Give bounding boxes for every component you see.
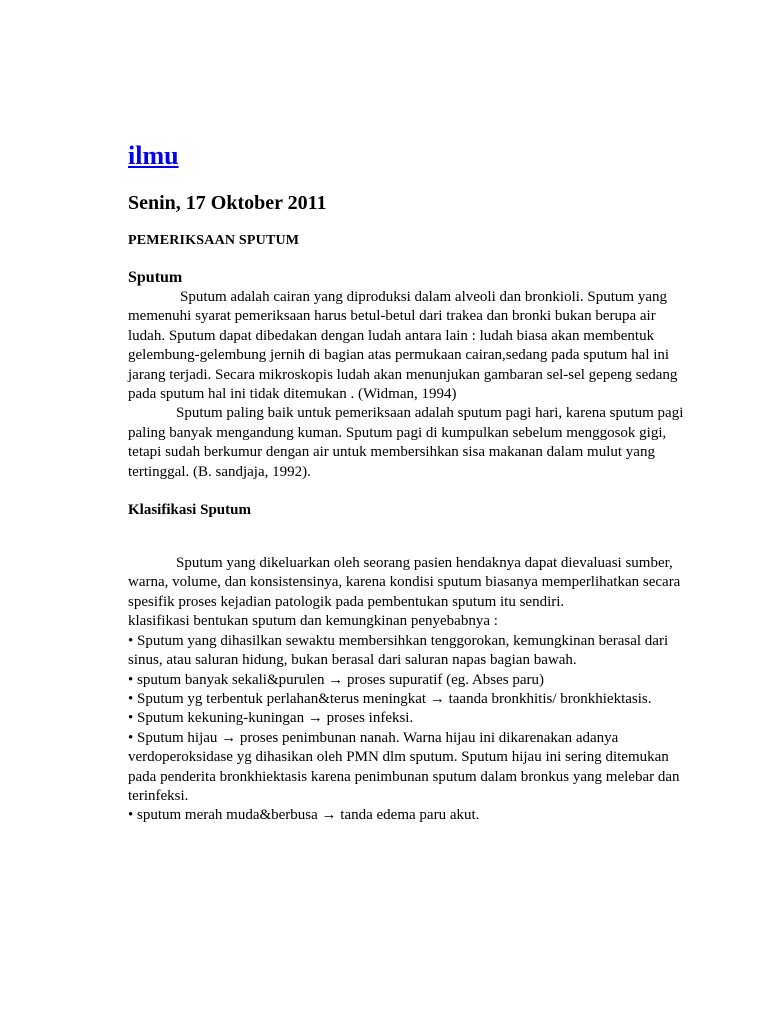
- list-item: • Sputum hijau → proses penimbunan nanah. Warna hijau ini dikarenakan adanya verdoperoksidase yg dihasikan oleh PMN dlm sputum. Sputum hijau ini sering ditemukan pada penderita bronkhiektasis karena penimbunan sputum dalam bronkus yang melebar dan terinfeksi.: [128, 729, 680, 804]
- post-title: PEMERIKSAAN SPUTUM: [128, 233, 300, 248]
- blog-content: [128, 140, 688, 826]
- list-intro: klasifikasi bentukan sputum dan kemungkinan penyebabnya :: [128, 613, 498, 630]
- list-item: • sputum banyak sekali&purulen → proses supuratif (eg. Abses paru): [128, 671, 545, 688]
- list-item: • Sputum yang dihasilkan sewaktu membersihkan tenggorokan, kemungkinan berasal dari sinus, atau saluran hidung, bukan berasal dari saluran napas bagian bawah.: [128, 632, 669, 669]
- paragraph-sputum-collection: Sputum paling baik untuk pemeriksaan adalah sputum pagi hari, karena sputum pagi paling banyak mengandung kuman. Sputum pagi di kumpulkan sebelum menggosok gigi, tetapi sudah berkumur dengan air untuk membersihkan sisa makanan dalam mulut yang tertinggal. (B. sandjaja, 1992).: [128, 405, 684, 480]
- list-item: • sputum merah muda&berbusa → tanda edema paru akut.: [128, 807, 480, 824]
- spacer: [128, 520, 688, 554]
- post-date-header: Senin, 17 Oktober 2011: [128, 192, 327, 214]
- paragraph-klasifikasi-intro: Sputum yang dikeluarkan oleh seorang pasien hendaknya dapat dievaluasi sumber, warna, volume, dan konsistensinya, karena kondisi sputum biasanya memperlihatkan secara spesifik proses kejadian patologik pada pembentukan sputum itu sendiri.: [128, 555, 681, 610]
- paragraph-sputum-definition: Sputum adalah cairan yang diproduksi dalam alveoli dan bronkioli. Sputum yang memenuhi syarat pemeriksaan harus betul-betul dari trakea dan bronki bukan berupa air ludah. Sputum dapat dibedakan dengan ludah antara lain : ludah biasa akan membentuk gelembung-gelembung jernih di bagian atas permukaan cairan,sedang pada sputum hal ini jarang terjadi. Secara mikroskopis ludah akan menunjukan gambaran sel-sel gepeng sedang pada sputum hal ini tidak ditemukan . (Widman, 1994): [128, 289, 678, 403]
- list-item: • Sputum kekuning-kuningan → proses infeksi.: [128, 710, 414, 727]
- section-heading-sputum: Sputum: [128, 269, 183, 286]
- classification-list: [128, 632, 688, 826]
- blog-title-link[interactable]: ilmu: [128, 141, 179, 170]
- list-item: • Sputum yg terbentuk perlahan&terus meningkat → taanda bronkhitis/ bronkhiektasis.: [128, 690, 652, 707]
- section-heading-klasifikasi: Klasifikasi Sputum: [128, 502, 251, 519]
